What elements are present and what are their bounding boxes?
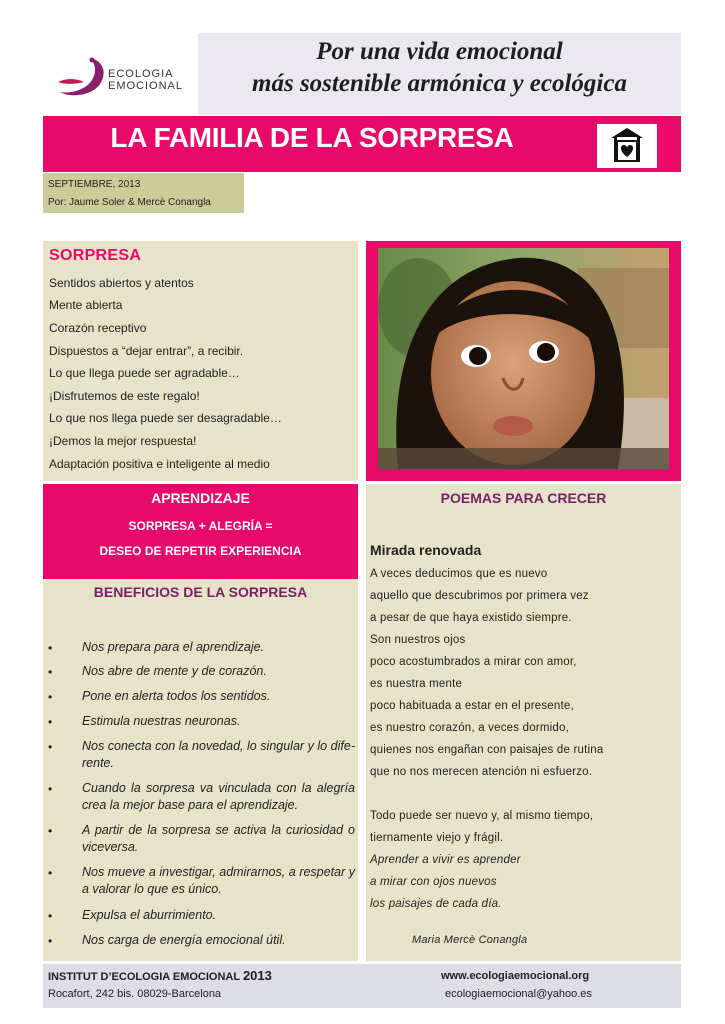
sorpresa-line: Lo que nos llega puede ser desagradable… xyxy=(49,411,282,425)
page-title: LA FAMILIA DE LA SORPRESA xyxy=(110,122,514,153)
footer-address: Rocafort, 242 bis. 08029-Barcelona xyxy=(48,988,222,1000)
aprendizaje-formula: SORPRESA + ALEGRÍA = xyxy=(128,519,273,533)
sorpresa-line: Sentidos abiertos y atentos xyxy=(49,276,194,290)
sorpresa-line: Mente abierta xyxy=(49,298,123,312)
sorpresa-line: ¡Demos la mejor respuesta! xyxy=(49,434,197,448)
bullet-icon: • xyxy=(48,909,53,923)
publication-date: SEPTIEMBRE, 2013 xyxy=(48,179,141,190)
poem-line: A veces deducimos que es nuevo xyxy=(370,568,548,580)
poem-line: poco acostumbrados a mirar con amor, xyxy=(370,656,577,668)
footer-institute xyxy=(48,968,272,983)
poem-line: Aprender a vivir es aprender xyxy=(370,854,521,866)
bullet-icon: • xyxy=(48,641,53,655)
tagline-line-2: más sostenible armónica y ecológica xyxy=(252,70,627,97)
bullet-icon: • xyxy=(48,782,53,796)
sorpresa-heading: SORPRESA xyxy=(49,247,142,264)
bullet-icon: • xyxy=(48,866,53,880)
poem-line: tiernamente viejo y frágil. xyxy=(370,832,504,844)
bullet-icon: • xyxy=(48,934,53,948)
benefit-item: Cuando la sorpresa va vinculada con la alegría crea la mejor base para el aprendizaje. xyxy=(82,781,355,812)
poem-line: a mirar con ojos nuevos xyxy=(370,876,497,888)
poem-line: es nuestro corazón, a veces dormido, xyxy=(370,722,569,734)
poemas-heading: POEMAS PARA CRECER xyxy=(440,490,607,506)
bullet-icon: • xyxy=(48,824,53,838)
benefit-item: Nos abre de mente y de corazón. xyxy=(82,664,267,678)
benefit-item: Estimula nuestras neuronas. xyxy=(82,714,241,728)
footer-year: 2013 xyxy=(242,968,272,983)
benefit-item: Nos carga de energía emocional útil. xyxy=(82,933,286,947)
poem-line: los paisajes de cada día. xyxy=(370,898,502,910)
poem-line: quienes nos engañan con paisajes de rutina xyxy=(370,744,604,756)
bullet-icon: • xyxy=(48,740,53,754)
poem-line: Son nuestros ojos xyxy=(370,634,466,646)
aprendizaje-result: DESEO DE REPETIR EXPERIENCIA xyxy=(99,544,302,558)
benefit-item: Expulsa el aburrimiento. xyxy=(82,908,217,922)
bullet-icon: • xyxy=(48,690,53,704)
tagline-line-1: Por una vida emocional xyxy=(316,38,563,65)
poem-line: que no nos merecen atención ni esfuerzo. xyxy=(370,766,593,778)
sorpresa-line: Lo que llega puede ser agradable… xyxy=(49,366,240,380)
child-photo xyxy=(378,248,669,469)
logo-text xyxy=(108,68,183,92)
poem-line: poco habituada a estar en el presente, xyxy=(370,700,574,712)
benefit-item: Nos conecta con la novedad, lo singular y lo dife-rente. xyxy=(82,739,355,770)
logo-line-1: ECOLOGIA xyxy=(108,68,174,80)
footer-email-link[interactable]: ecologiaemocional@yahoo.es xyxy=(445,988,592,1000)
bullet-icon: • xyxy=(48,665,53,679)
sorpresa-line: ¡Disfrutemos de este regalo! xyxy=(49,389,200,403)
poem-line: es nuestra mente xyxy=(370,678,463,690)
footer-institute-name: INSTITUT D’ECOLOGIA EMOCIONAL xyxy=(48,971,243,983)
bullet-icon: • xyxy=(48,715,53,729)
benefit-item: A partir de la sorpresa se activa la curiosidad o viceversa. xyxy=(82,823,355,854)
house-heart-icon xyxy=(597,124,657,168)
benefit-item: Nos prepara para el aprendizaje. xyxy=(82,640,265,654)
beneficios-heading: BENEFICIOS DE LA SORPRESA xyxy=(93,584,308,600)
logo-swoosh-icon xyxy=(52,52,112,102)
sorpresa-line: Adaptación positiva e inteligente al medio xyxy=(49,457,270,471)
poem-author: Maria Mercè Conangla xyxy=(412,934,528,946)
logo-line-2: EMOCIONAL xyxy=(108,80,184,92)
poem-line: Todo puede ser nuevo y, al mismo tiempo, xyxy=(370,810,594,822)
footer-website-link[interactable]: www.ecologiaemocional.org xyxy=(441,970,590,982)
poem-line: a pesar de que haya existido siempre. xyxy=(370,612,572,624)
poem-line: aquello que descubrimos por primera vez xyxy=(370,590,589,602)
poem-title: Mirada renovada xyxy=(370,542,482,558)
sorpresa-line: Dispuestos a “dejar entrar”, a recibir. xyxy=(49,344,244,358)
authors: Por: Jaume Soler & Mercè Conangla xyxy=(48,197,211,208)
sorpresa-line: Corazón receptivo xyxy=(49,321,147,335)
aprendizaje-heading: APRENDIZAJE xyxy=(151,490,250,506)
benefit-item: Nos mueve a investigar, admirarnos, a respetar y a valorar lo que es único. xyxy=(82,865,355,896)
benefit-item: Pone en alerta todos los sentidos. xyxy=(82,689,271,703)
